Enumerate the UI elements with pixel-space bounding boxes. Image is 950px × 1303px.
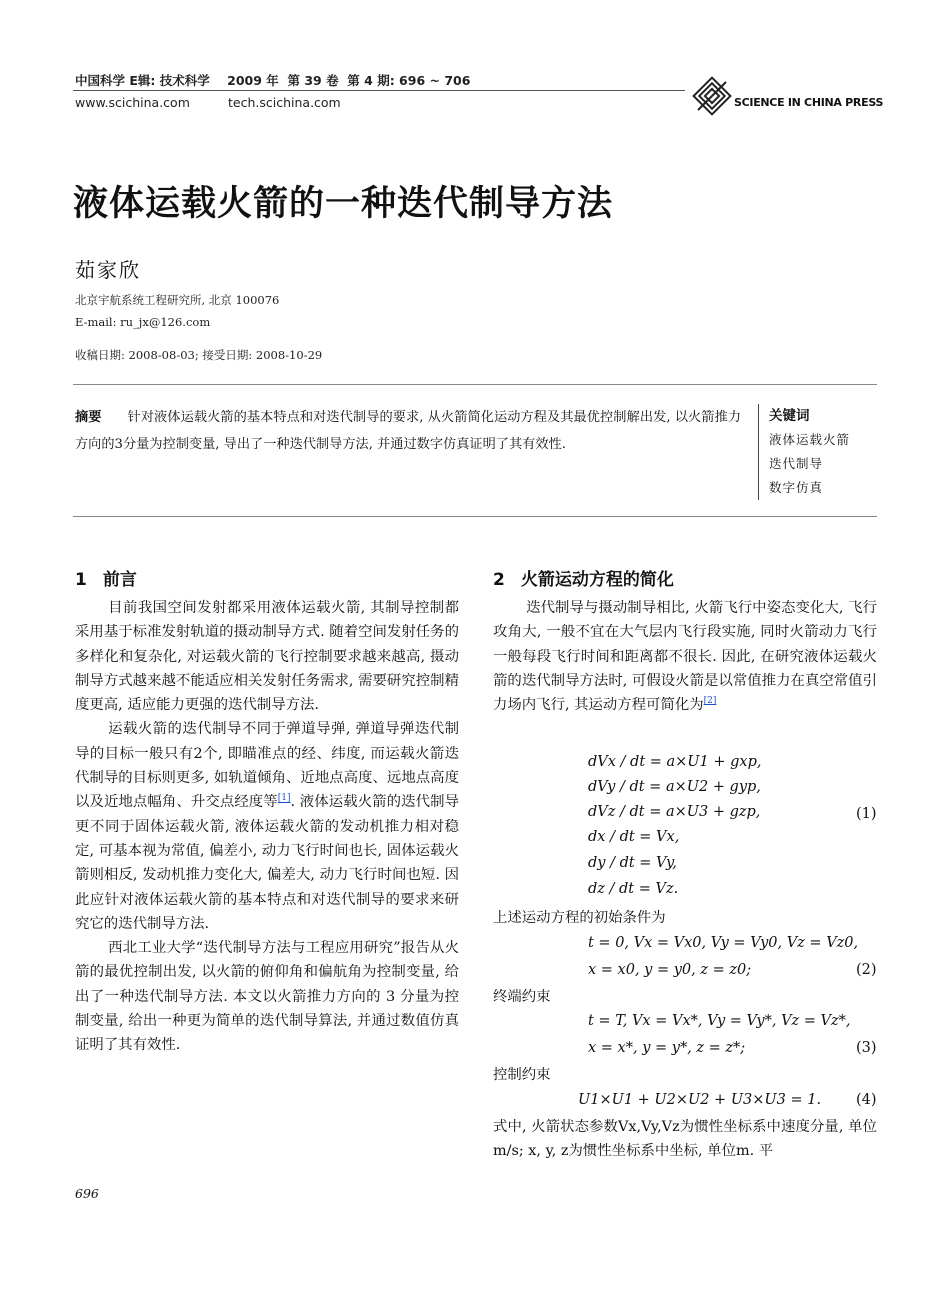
- section1-number: 1: [75, 570, 87, 590]
- terminal-constraints-label: 终端约束: [493, 989, 551, 1005]
- abstract-label: 摘要: [75, 410, 102, 425]
- section1-title: 前言: [102, 570, 137, 590]
- paragraph: 西北工业大学“迭代制导方法与工程应用研究”报告从火箭的最优控制出发, 以火箭的俯仰角和偏航角为控制变量, 给出了一种迭代制导方法. 本文以火箭推力方向的 3 分量为控制变量, 给出一种更为简单的迭代制导算法, 并通过数值仿真证明了其有效性.: [75, 940, 459, 1054]
- publisher-name: SCIENCE IN CHINA PRESS: [734, 96, 884, 109]
- section1-body: [75, 596, 459, 1058]
- equation-line: dVy / dt = a×U2 + gyp,: [588, 779, 761, 795]
- citation-link[interactable]: [2]: [703, 696, 717, 707]
- equation-number: (3): [856, 1040, 877, 1056]
- journal-url[interactable]: www.scichina.com: [75, 95, 190, 110]
- journal-line: 中国科学 E辑: 技术科学 2009 年 第 39 卷 第 4 期: 696 ~ 706: [75, 73, 471, 88]
- section1-heading: [75, 565, 137, 590]
- equation-line: t = T, Vx = Vx*, Vy = Vy*, Vz = Vz*,: [588, 1013, 851, 1029]
- equation-line: dz / dt = Vz.: [588, 881, 679, 897]
- publisher-logo-icon: [692, 76, 732, 116]
- equation-line: x = x0, y = y0, z = z0;: [588, 962, 752, 978]
- section2-paragraph: 式中, 火箭状态参数Vx,Vy,Vz为惯性坐标系中速度分量, 单位m/s; x, y, z为惯性坐标系中坐标, 单位m. 平: [493, 1119, 877, 1160]
- paragraph-text: 迭代制导与摄动制导相比, 火箭飞行中姿态变化大, 飞行攻角大, 一般不宜在大气层内飞行段实施, 同时火箭动力飞行一般每段飞行时间和距离都不很长. 因此, 在研究液体运载火箭的迭代制导方法时, 可假设火箭是以常值推力在真空常值引力场内飞行, 其运动方程可简化为: [493, 600, 877, 714]
- abstract: [75, 404, 741, 458]
- citation-link[interactable]: [1]: [277, 793, 291, 804]
- control-constraints-label: 控制约束: [493, 1067, 551, 1083]
- affiliation: 北京宇航系统工程研究所, 北京 100076: [75, 293, 280, 307]
- section2-title: 火箭运动方程的简化: [520, 570, 674, 590]
- equation-number: (1): [856, 806, 877, 822]
- equation-line: t = 0, Vx = Vx0, Vy = Vy0, Vz = Vz0,: [588, 935, 859, 951]
- equation-number: (4): [856, 1092, 877, 1108]
- paragraph: [75, 717, 459, 936]
- keywords-divider: [758, 404, 759, 500]
- email[interactable]: E-mail: ru_jx@126.com: [75, 315, 211, 329]
- equation-line: dx / dt = Vx,: [588, 829, 680, 845]
- paragraph-text: 运载火箭的迭代制导不同于弹道导弹, 弹道导弹迭代制导的目标一般只有2个, 即瞄准点的经、纬度, 而运载火箭迭代制导的目标则更多, 如轨道倾角、近地点高度、远地点高度以及近地点幅角、升交点经度等: [75, 721, 459, 811]
- equation-line: x = x*, y = y*, z = z*;: [588, 1040, 746, 1056]
- keywords-label: 关键词: [769, 408, 810, 424]
- paragraph-text: . 液体运载火箭的迭代制导更不同于固体运载火箭, 液体运载火箭的发动机推力相对稳定, 可基本视为常值, 偏差小, 动力飞行时间也长, 固体运载火箭则相反, 发动机推力变化大, 偏差大, 动力飞行时间也短. 因此应针对液体运载火箭的基本特点和对迭代制导的要求来研究它的迭代制导方法.: [75, 794, 459, 932]
- abstract-bottom-rule: [73, 516, 877, 517]
- initial-conditions-label: 上述运动方程的初始条件为: [493, 910, 666, 926]
- equation-line: dy / dt = Vy,: [588, 855, 677, 871]
- section2-intro: [493, 596, 877, 717]
- keyword-item: 迭代制导: [769, 456, 824, 471]
- author-name: 茹家欣: [75, 258, 141, 282]
- section-url[interactable]: tech.scichina.com: [228, 95, 341, 110]
- received-dates: 收稿日期: 2008-08-03; 接受日期: 2008-10-29: [75, 348, 323, 362]
- equation-line: U1×U1 + U2×U2 + U3×U3 = 1.: [578, 1092, 822, 1108]
- paragraph: [493, 596, 877, 717]
- keywords: [769, 404, 850, 500]
- section2-number: 2: [493, 570, 505, 590]
- keyword-item: 数字仿真: [769, 480, 824, 495]
- abstract-text: 针对液体运载火箭的基本特点和对迭代制导的要求, 从火箭简化运动方程及其最优控制解出发, 以火箭推力方向的3分量为控制变量, 导出了一种迭代制导方法, 并通过数字仿真证明了其有效性.: [75, 410, 742, 452]
- paper-title: 液体运载火箭的一种迭代制导方法: [73, 184, 614, 224]
- equation-line: dVz / dt = a×U3 + gzp,: [588, 804, 761, 820]
- page-number: 696: [75, 1186, 99, 1201]
- paragraph: 目前我国空间发射都采用液体运载火箭, 其制导控制都采用基于标准发射轨道的摄动制导方式. 随着空间发射任务的多样化和复杂化, 对运载火箭的飞行控制要求越来越高, 摄动制导方式越来越不能适应相关发射任务需求, 需要研究控制精度更高, 适应能力更强的迭代制导方法.: [75, 600, 459, 714]
- abstract-top-rule: [73, 384, 877, 385]
- header-rule: [73, 90, 685, 91]
- equation-number: (2): [856, 962, 877, 978]
- section2-heading: [493, 565, 674, 590]
- keyword-item: 液体运载火箭: [769, 432, 851, 447]
- equation-line: dVx / dt = a×U1 + gxp,: [588, 754, 762, 770]
